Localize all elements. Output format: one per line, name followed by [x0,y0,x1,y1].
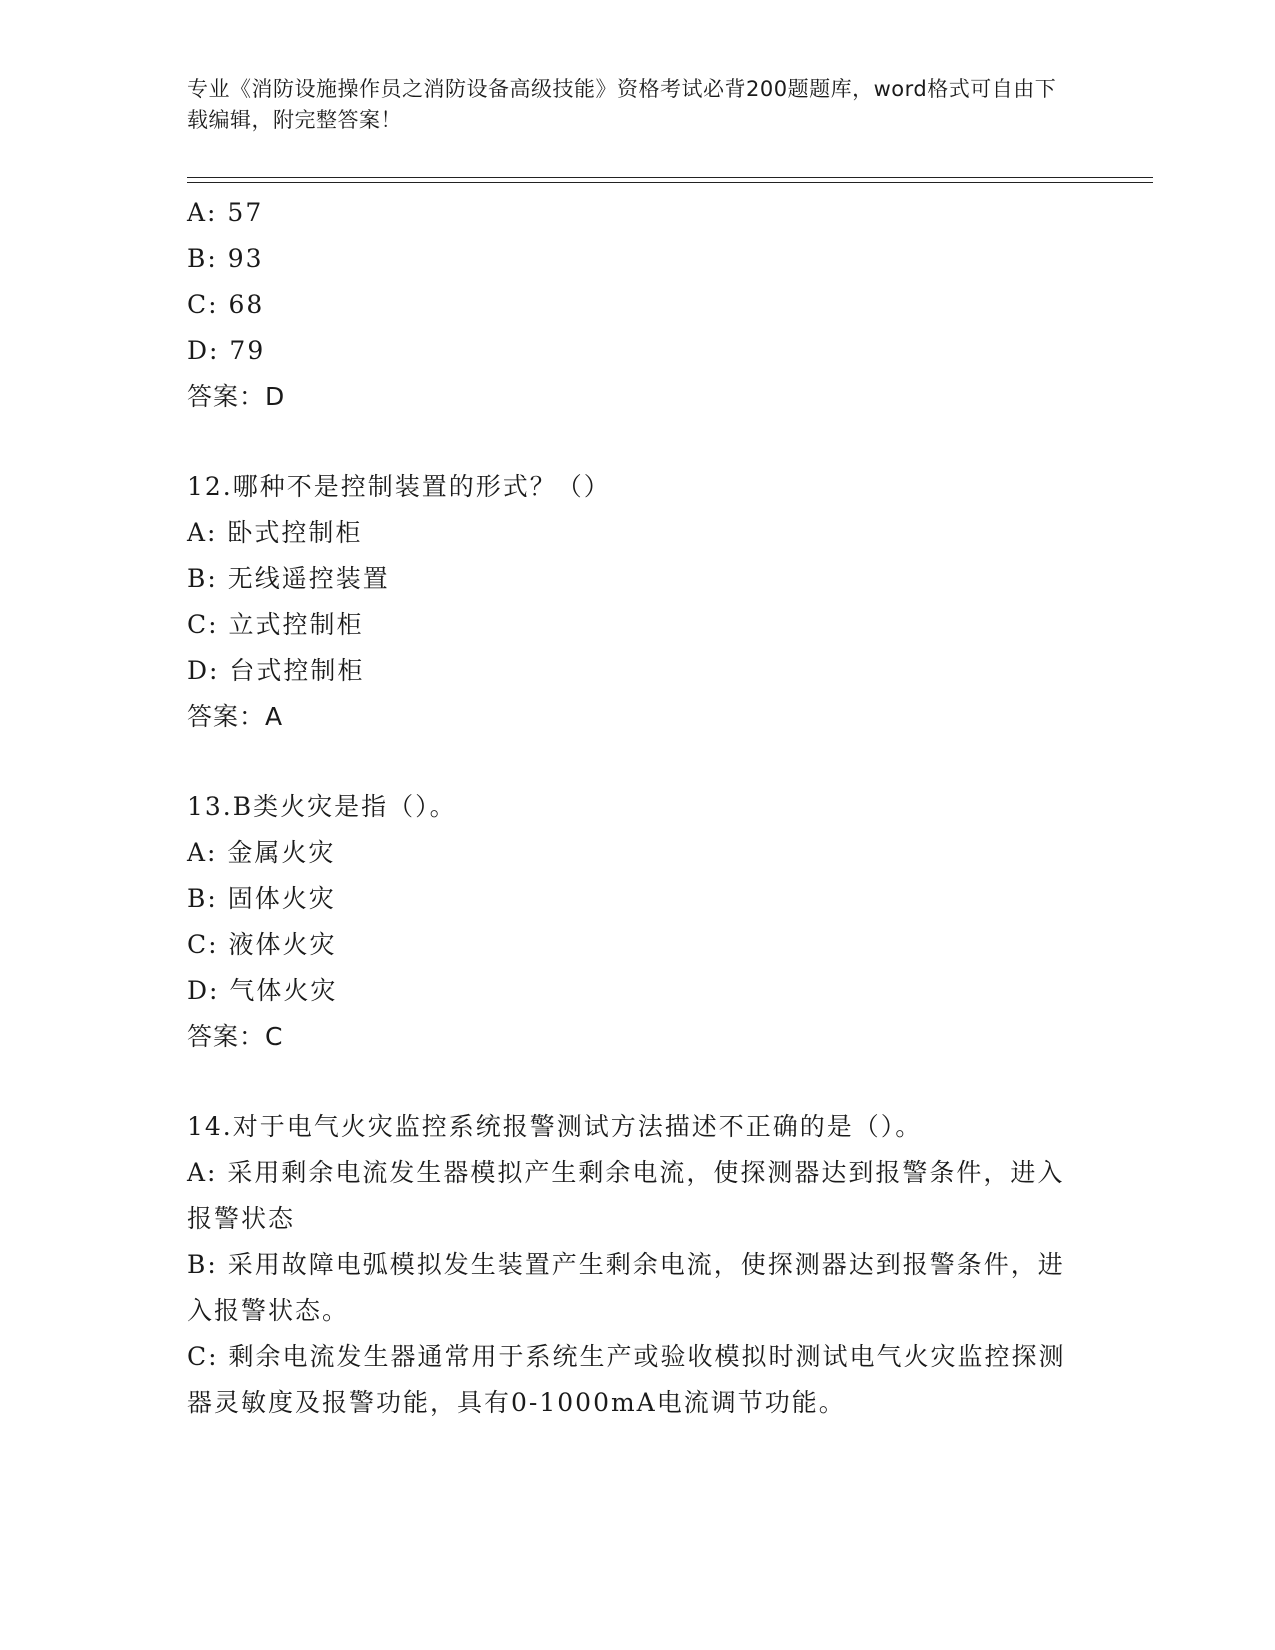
option-d: D: 79 [187,336,266,365]
option-c: C: 立式控制柜 [187,610,364,639]
option-b: B: 无线遥控装置 [187,564,390,593]
option-b: B: 固体火灾 [187,884,336,913]
question-text: 13.B类火灾是指（）。 [187,792,457,821]
header-divider-bottom [187,182,1153,183]
question-text: 12.哪种不是控制装置的形式？（） [187,472,611,501]
spacer [187,740,1087,784]
answer: 答案：A [187,702,284,731]
answer: 答案：C [187,1022,284,1051]
option-a: A: 金属火灾 [187,838,336,867]
option-a: A: 57 [187,198,264,227]
question-14 [187,1104,1087,1426]
option-b: B: 93 [187,244,264,273]
question-text: 14.对于电气火灾监控系统报警测试方法描述不正确的是（）。 [187,1112,923,1141]
option-d: D: 台式控制柜 [187,656,365,685]
document-header: 专业《消防设施操作员之消防设备高级技能》资格考试必背200题题库，word格式可自由下载编辑，附完整答案！ [187,77,1057,132]
question-11 [187,190,1087,420]
question-12 [187,464,1087,740]
header-divider-top [187,177,1153,178]
option-b: B: 采用故障电弧模拟发生装置产生剩余电流，使探测器达到报警条件，进入报警状态。 [187,1250,1065,1325]
spacer [187,1060,1087,1104]
question-13 [187,784,1087,1060]
option-a: A: 卧式控制柜 [187,518,363,547]
question-list [187,190,1087,1426]
option-c: C: 68 [187,290,265,319]
answer: 答案：D [187,382,286,411]
spacer [187,420,1087,464]
option-a: A: 采用剩余电流发生器模拟产生剩余电流，使探测器达到报警条件，进入报警状态 [187,1158,1065,1233]
option-c: C: 剩余电流发生器通常用于系统生产或验收模拟时测试电气火灾监控探测器灵敏度及报警功能，具有0-1000mA电流调节功能。 [187,1342,1066,1417]
option-d: D: 气体火灾 [187,976,338,1005]
option-c: C: 液体火灾 [187,930,337,959]
